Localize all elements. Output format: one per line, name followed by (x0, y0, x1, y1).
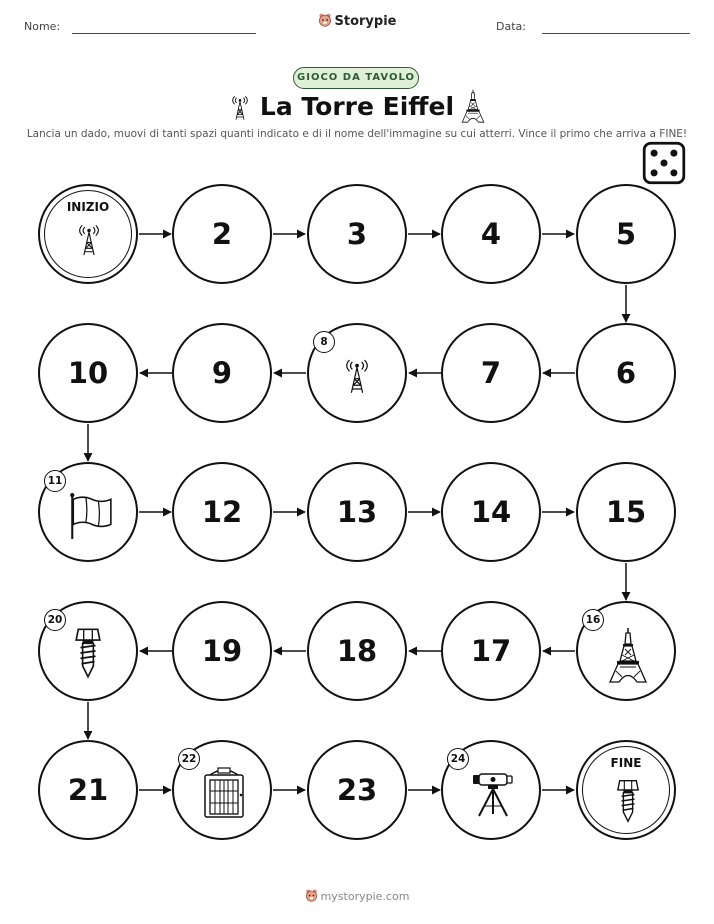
space-number: 6 (615, 356, 637, 390)
space-number: 9 (211, 356, 233, 390)
space-number: 18 (336, 634, 378, 668)
board-space-end (576, 740, 676, 840)
elevator-icon (202, 767, 246, 819)
board-space-2 (172, 184, 272, 284)
category-badge: GIOCO DA TAVOLO (293, 67, 419, 89)
board-space-16 (576, 601, 676, 701)
screw-icon (74, 627, 102, 679)
storypie-logo-icon (305, 889, 318, 902)
board-space-5 (576, 184, 676, 284)
radio-tower-icon (343, 351, 371, 399)
board-space-14 (441, 462, 541, 562)
space-number: 21 (67, 773, 109, 807)
space-number: 2 (211, 217, 233, 251)
space-number-badge: 8 (313, 331, 335, 353)
board-space-13 (307, 462, 407, 562)
board-space-4 (441, 184, 541, 284)
date-label: Data: (496, 20, 526, 33)
board-space-18 (307, 601, 407, 701)
board-space-22 (172, 740, 272, 840)
space-number: 17 (470, 634, 512, 668)
space-number-badge: 11 (44, 470, 66, 492)
space-number: 23 (336, 773, 378, 807)
board-space-10 (38, 323, 138, 423)
surveying-level-icon (471, 770, 515, 818)
board-space-17 (441, 601, 541, 701)
board-space-12 (172, 462, 272, 562)
page-title: La Torre Eiffel (259, 92, 455, 121)
space-number: 15 (605, 495, 647, 529)
board-space-start (38, 184, 138, 284)
footer (0, 889, 714, 903)
space-number-badge: 24 (447, 748, 469, 770)
space-number: 7 (480, 356, 502, 390)
start-label: INIZIO (66, 200, 110, 214)
name-label: Nome: (24, 20, 61, 33)
brand-name: Storypie (334, 14, 397, 29)
eiffel-tower-icon (608, 627, 648, 683)
radio-tower-icon (76, 222, 102, 256)
board-space-24 (441, 740, 541, 840)
space-number: 4 (480, 217, 502, 251)
board-space-19 (172, 601, 272, 701)
space-number: 5 (615, 217, 637, 251)
board-space-9 (172, 323, 272, 423)
screw-icon (616, 778, 640, 824)
space-number-badge: 22 (178, 748, 200, 770)
space-number: 19 (201, 634, 243, 668)
flag-icon (67, 492, 113, 540)
board-space-21 (38, 740, 138, 840)
board-space-15 (576, 462, 676, 562)
board-space-6 (576, 323, 676, 423)
space-number-badge: 20 (44, 609, 66, 631)
board-space-23 (307, 740, 407, 840)
space-number: 13 (336, 495, 378, 529)
end-label: FINE (610, 756, 642, 770)
space-number-badge: 16 (582, 609, 604, 631)
board-space-3 (307, 184, 407, 284)
footer-url[interactable]: mystorypie.com (320, 890, 410, 903)
space-number: 12 (201, 495, 243, 529)
space-number: 10 (67, 356, 109, 390)
space-number: 3 (346, 217, 368, 251)
instructions: Lancia un dado, muovi di tanti spazi quanti indicato e di il nome dell'immagine su cui atterri. Vince il primo che arriva a FINE! (26, 128, 688, 140)
board-space-8 (307, 323, 407, 423)
board-space-7 (441, 323, 541, 423)
board-space-20 (38, 601, 138, 701)
board-space-11 (38, 462, 138, 562)
space-number: 14 (470, 495, 512, 529)
